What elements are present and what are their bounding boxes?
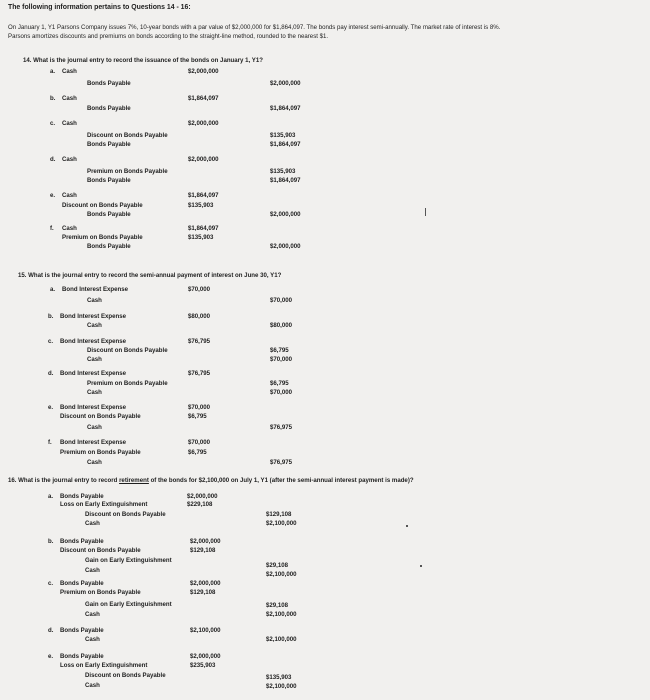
q16-c-credit-4: $2,100,000 xyxy=(266,611,297,618)
q14-d-account-3: Bonds Payable xyxy=(87,177,131,184)
q14-e-account-3: Bonds Payable xyxy=(87,211,131,218)
q16-e-credit-3: $135,903 xyxy=(266,674,292,681)
q16-a-account-2: Loss on Early Extinguishment xyxy=(60,501,148,508)
q15-d-credit-2: $6,795 xyxy=(270,380,289,387)
q15-question: 15. What is the journal entry to record the semi-annual payment of interest on June 30, Y1? xyxy=(18,272,282,279)
q15-a-account-1: Bond Interest Expense xyxy=(62,286,129,293)
q16-e-account-4: Cash xyxy=(85,682,100,689)
q14-d-debit-1: $2,000,000 xyxy=(188,156,219,163)
q15-d-account-3: Cash xyxy=(87,389,102,396)
q14-c-account-3: Bonds Payable xyxy=(87,141,131,148)
q16-c-account-1: Bonds Payable xyxy=(60,580,104,587)
q14-c-account-2: Discount on Bonds Payable xyxy=(87,132,168,139)
info-title: The following information pertains to Questions 14 - 16: xyxy=(8,4,191,11)
cursor-mark xyxy=(425,208,426,216)
q14-f-debit-1: $1,864,097 xyxy=(188,225,219,232)
q16-question-underlined: retirement xyxy=(119,477,149,484)
q15-f-account-1: Bond Interest Expense xyxy=(60,439,127,446)
q14-c-account-1: Cash xyxy=(62,120,77,127)
q16-d-account-1: Bonds Payable xyxy=(60,627,104,634)
q16-e-label: e. xyxy=(48,653,54,660)
q15-b-account-2: Cash xyxy=(87,322,102,329)
q16-question-part-1: 16. What is the journal entry to record xyxy=(8,477,120,484)
q14-f-label: f. xyxy=(50,225,54,232)
q16-a-credit-3: $129,108 xyxy=(266,511,292,518)
q16-a-account-4: Cash xyxy=(85,520,100,527)
q14-e-debit-2: $135,903 xyxy=(188,202,214,209)
q14-c-label: c. xyxy=(50,120,56,127)
q15-b-account-1: Bond Interest Expense xyxy=(60,313,127,320)
q16-e-account-3: Discount on Bonds Payable xyxy=(85,672,166,679)
q14-b-credit-2: $1,864,097 xyxy=(270,105,301,112)
q14-e-credit-3: $2,000,000 xyxy=(270,211,301,218)
q14-e-debit-1: $1,864,097 xyxy=(188,192,219,199)
q14-d-credit-2: $135,903 xyxy=(270,168,296,175)
q16-b-credit-3: $29,108 xyxy=(266,562,289,569)
q16-b-credit-4: $2,100,000 xyxy=(266,571,297,578)
q16-b-account-2: Discount on Bonds Payable xyxy=(60,547,141,554)
q16-c-account-2: Premium on Bonds Payable xyxy=(60,589,141,596)
q16-b-debit-1: $2,000,000 xyxy=(190,538,221,545)
stray-dot-1 xyxy=(406,525,408,527)
q14-b-account-1: Cash xyxy=(62,95,77,102)
q14-d-account-2: Premium on Bonds Payable xyxy=(87,168,168,175)
q15-b-debit-1: $80,000 xyxy=(188,313,211,320)
q16-a-account-3: Discount on Bonds Payable xyxy=(85,511,166,518)
q14-e-account-1: Cash xyxy=(62,192,77,199)
q15-e-account-2: Discount on Bonds Payable xyxy=(60,413,141,420)
q14-a-account-1: Cash xyxy=(62,68,77,75)
q15-b-credit-2: $80,000 xyxy=(270,322,293,329)
q15-f-account-2: Premium on Bonds Payable xyxy=(60,449,141,456)
q15-c-credit-3: $70,000 xyxy=(270,356,293,363)
q14-e-account-2: Discount on Bonds Payable xyxy=(62,202,143,209)
q16-d-account-2: Cash xyxy=(85,636,100,643)
q14-d-label: d. xyxy=(50,156,56,163)
q16-c-label: c. xyxy=(48,580,54,587)
q16-b-label: b. xyxy=(48,538,54,545)
intro-line-1: On January 1, Y1 Parsons Company issues 7%, 10-year bonds with a par value of $2,000,000 for $1,864,097. The bonds pay interest semi-annually. The market rate of interest is 8%. xyxy=(8,24,501,31)
q16-a-credit-4: $2,100,000 xyxy=(266,520,297,527)
q15-f-account-3: Cash xyxy=(87,459,102,466)
q16-a-debit-2: $229,108 xyxy=(187,501,213,508)
q14-a-credit-2: $2,000,000 xyxy=(270,80,301,87)
q14-b-account-2: Bonds Payable xyxy=(87,105,131,112)
q15-c-debit-1: $76,795 xyxy=(188,338,211,345)
q15-a-debit-1: $70,000 xyxy=(188,286,211,293)
q15-e-account-3: Cash xyxy=(87,424,102,431)
q14-f-account-2: Premium on Bonds Payable xyxy=(62,234,143,241)
q16-d-debit-1: $2,100,000 xyxy=(190,627,221,634)
q14-b-debit-1: $1,864,097 xyxy=(188,95,219,102)
q14-a-debit-1: $2,000,000 xyxy=(188,68,219,75)
q15-c-label: c. xyxy=(48,338,54,345)
q15-e-label: e. xyxy=(48,404,54,411)
q16-e-account-1: Bonds Payable xyxy=(60,653,104,660)
q16-a-debit-1: $2,000,000 xyxy=(187,493,218,500)
q15-f-label: f. xyxy=(48,439,52,446)
q14-c-credit-3: $1,864,097 xyxy=(270,141,301,148)
q14-c-debit-1: $2,000,000 xyxy=(188,120,219,127)
q16-c-debit-1: $2,000,000 xyxy=(190,580,221,587)
q14-d-credit-3: $1,864,097 xyxy=(270,177,301,184)
q16-a-label: a. xyxy=(48,493,54,500)
q15-c-account-1: Bond Interest Expense xyxy=(60,338,127,345)
q15-b-label: b. xyxy=(48,313,54,320)
q15-f-debit-1: $70,000 xyxy=(188,439,211,446)
q16-b-account-3: Gain on Early Extinguishment xyxy=(85,557,172,564)
q16-b-account-1: Bonds Payable xyxy=(60,538,104,545)
q14-question: 14. What is the journal entry to record the issuance of the bonds on January 1, Y1? xyxy=(23,57,263,64)
q14-c-credit-2: $135,903 xyxy=(270,132,296,139)
q15-d-label: d. xyxy=(48,370,54,377)
q16-c-debit-2: $129,108 xyxy=(190,589,216,596)
q14-f-credit-3: $2,000,000 xyxy=(270,243,301,250)
q15-f-debit-2: $6,795 xyxy=(188,449,207,456)
q14-f-account-1: Cash xyxy=(62,225,77,232)
q15-e-credit-3: $76,975 xyxy=(270,424,293,431)
q14-e-label: e. xyxy=(50,192,56,199)
q16-b-account-4: Cash xyxy=(85,567,100,574)
q16-question-part-2: of the bonds for $2,100,000 on July 1, Y1 (after the semi-annual interest payment is made)? xyxy=(148,477,414,484)
stray-dot-2 xyxy=(420,565,422,567)
q14-f-account-3: Bonds Payable xyxy=(87,243,131,250)
q15-d-debit-1: $76,795 xyxy=(188,370,211,377)
q16-e-debit-2: $235,903 xyxy=(190,662,216,669)
q15-c-credit-2: $6,795 xyxy=(270,347,289,354)
q16-question xyxy=(8,478,414,484)
q16-b-debit-2: $129,108 xyxy=(190,547,216,554)
q14-d-account-1: Cash xyxy=(62,156,77,163)
q14-b-label: b. xyxy=(50,95,56,102)
q14-a-label: a. xyxy=(50,68,56,75)
q15-c-account-2: Discount on Bonds Payable xyxy=(87,347,168,354)
q15-e-debit-2: $6,795 xyxy=(188,413,207,420)
q16-a-account-1: Bonds Payable xyxy=(60,493,104,500)
q14-f-debit-2: $135,903 xyxy=(188,234,214,241)
q15-a-label: a. xyxy=(50,286,56,293)
q15-d-credit-3: $70,000 xyxy=(270,389,293,396)
q15-a-account-2: Cash xyxy=(87,297,102,304)
q16-c-account-3: Gain on Early Extinguishment xyxy=(85,601,172,608)
q16-c-credit-3: $29,108 xyxy=(266,602,289,609)
q15-d-account-1: Bond Interest Expense xyxy=(60,370,127,377)
q15-a-credit-2: $70,000 xyxy=(270,297,293,304)
intro-line-2: Parsons amortizes discounts and premiums on bonds according to the straight-line method, rounded to the nearest $1. xyxy=(8,33,329,40)
q16-e-account-2: Loss on Early Extinguishment xyxy=(60,662,148,669)
q15-c-account-3: Cash xyxy=(87,356,102,363)
q15-f-credit-3: $76,975 xyxy=(270,459,293,466)
q16-e-credit-4: $2,100,000 xyxy=(266,683,297,690)
q15-e-debit-1: $70,000 xyxy=(188,404,211,411)
q16-c-account-4: Cash xyxy=(85,611,100,618)
q15-e-account-1: Bond Interest Expense xyxy=(60,404,127,411)
q15-d-account-2: Premium on Bonds Payable xyxy=(87,380,168,387)
q16-e-debit-1: $2,000,000 xyxy=(190,653,221,660)
q14-a-account-2: Bonds Payable xyxy=(87,80,131,87)
q16-d-label: d. xyxy=(48,627,54,634)
q16-d-credit-2: $2,100,000 xyxy=(266,636,297,643)
